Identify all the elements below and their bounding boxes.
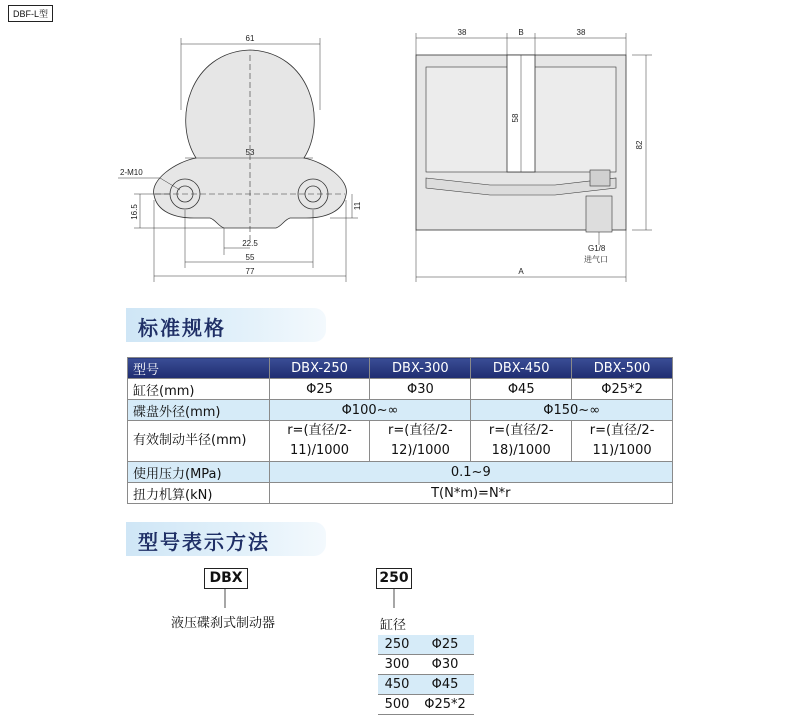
- bore-size: 300: [378, 655, 416, 675]
- header-dbx-500: DBX-500: [572, 358, 673, 379]
- header-dbx-300: DBX-300: [370, 358, 471, 379]
- dim-a: A: [518, 267, 524, 276]
- radius-line-2: 11)/1000: [289, 443, 350, 458]
- bore-value: Φ25: [416, 635, 474, 655]
- table-row: [378, 695, 474, 715]
- bore-value: Φ30: [416, 655, 474, 675]
- header-dbx-250: DBX-250: [269, 358, 370, 379]
- table-cell: Φ45: [471, 379, 572, 400]
- bore-value: Φ45: [416, 675, 474, 695]
- bore-value: Φ25*2: [416, 695, 474, 715]
- dim-38-right: 38: [576, 28, 586, 37]
- table-cell: T(N*m)=N*r: [269, 483, 672, 504]
- dim-55: 55: [245, 253, 255, 262]
- radius-line-1: r=(直径/2-: [488, 423, 554, 438]
- dim-82: 82: [635, 140, 644, 150]
- bore-size: 250: [378, 635, 416, 655]
- row-label-disc: 碟盘外径(mm): [128, 400, 270, 421]
- bore-table: [378, 635, 474, 715]
- radius-line-1: r=(直径/2-: [388, 423, 453, 438]
- model-size-desc: 缸径: [380, 618, 407, 633]
- bore-size: 450: [378, 675, 416, 695]
- model-code-box: DBX: [204, 568, 248, 589]
- row-label-pressure: 使用压力(MPa): [128, 462, 270, 483]
- spec-section-title: 标准规格: [138, 316, 226, 340]
- table-cell: Φ30: [370, 379, 471, 400]
- table-cell: Φ150~∞: [471, 400, 673, 421]
- model-section-title: 型号表示方法: [138, 530, 270, 554]
- table-cell: Φ100~∞: [269, 400, 471, 421]
- radius-line-1: r=(直径/2-: [589, 423, 655, 438]
- dim-11: 11: [353, 201, 362, 211]
- table-cell: Φ25: [269, 379, 370, 400]
- radius-line-2: 18)/1000: [491, 443, 551, 458]
- dim-38-left: 38: [457, 28, 467, 37]
- dim-58: 58: [511, 113, 520, 123]
- port-label: 进气口: [584, 255, 608, 264]
- radius-line-2: 11)/1000: [592, 443, 652, 458]
- dim-2-m10: 2-M10: [120, 168, 143, 177]
- port-size: G1/8: [588, 244, 606, 253]
- dim-53: 53: [245, 148, 255, 157]
- dim-16-5: 16.5: [130, 204, 139, 220]
- header-dbx-450: DBX-450: [471, 358, 572, 379]
- row-label-radius: 有效制动半径(mm): [128, 421, 270, 462]
- row-label-torque: 扭力机算(kN): [128, 483, 270, 504]
- row-label-bore: 缸径(mm): [128, 379, 270, 400]
- table-cell: Φ25*2: [572, 379, 673, 400]
- model-size-box: 250: [376, 568, 412, 589]
- table-cell: 0.1~9: [269, 462, 672, 483]
- dim-61: 61: [245, 34, 255, 43]
- dim-22-5: 22.5: [242, 239, 258, 248]
- radius-line-1: r=(直径/2-: [287, 423, 352, 438]
- table-row: [378, 635, 474, 655]
- model-code-desc: 液压碟刹式制动器: [171, 616, 276, 631]
- type-tag: DBF-L型: [8, 5, 53, 22]
- bore-size: 500: [378, 695, 416, 715]
- header-model: 型号: [128, 358, 270, 379]
- table-row: [378, 675, 474, 695]
- dim-77: 77: [245, 267, 255, 276]
- dim-b: B: [518, 28, 524, 37]
- table-row: [378, 655, 474, 675]
- radius-line-2: 12)/1000: [390, 443, 450, 458]
